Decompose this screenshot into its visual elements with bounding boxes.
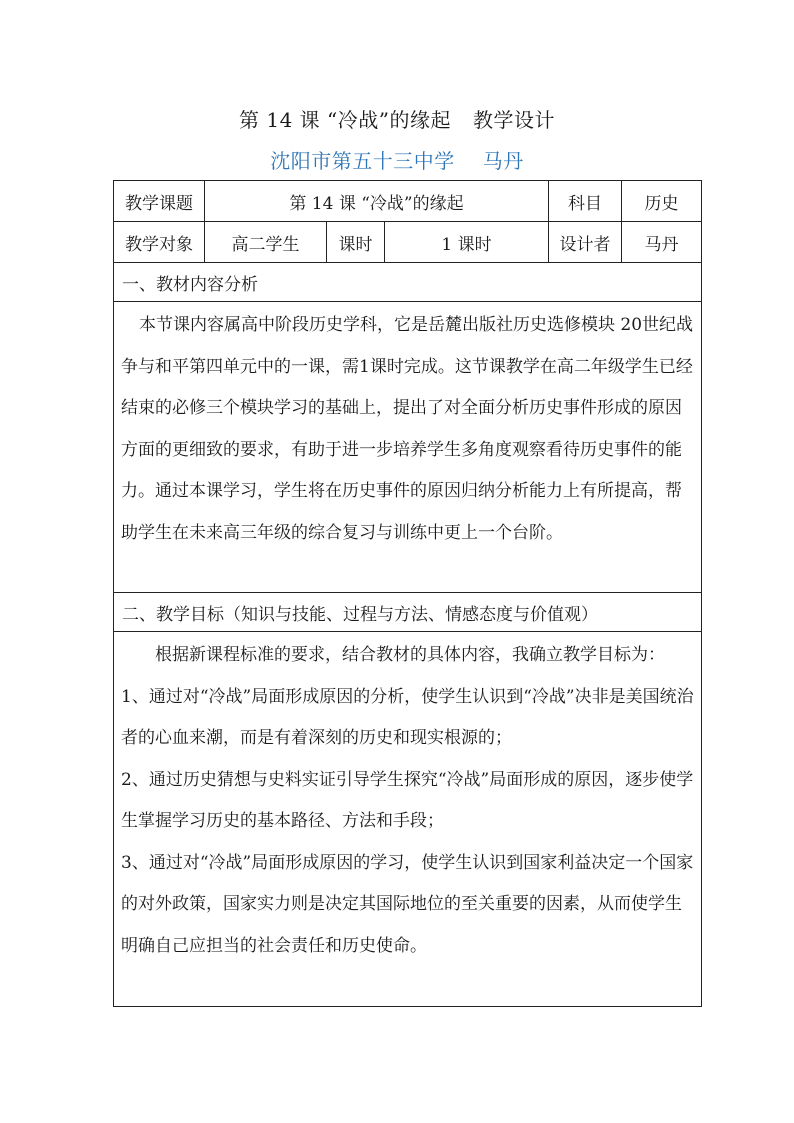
table-row-audience (114, 222, 702, 263)
audience-value: 高二学生 (205, 222, 327, 263)
subtitle-author: 马丹 (482, 149, 524, 173)
section1-heading: 一、教材内容分析 (114, 263, 702, 302)
table-row-section1-heading (114, 263, 702, 302)
hours-label: 课时 (327, 222, 385, 263)
section2-heading: 二、教学目标（知识与技能、过程与方法、情感态度与价值观） (114, 593, 702, 632)
subject-label: 科目 (549, 181, 622, 222)
table-row-section1-body (114, 302, 702, 593)
section1-text: 本节课内容属高中阶段历史学科，它是岳麓出版社历史选修模块 20世纪战争与和平第四单元中的一课，需1课时完成。这节课教学在高二年级学生已经结束的必修三个模块学习的基础上，提出了对全面分析历史事件形成的原因方面的更细致的要求，有助于进一步培养学生多角度观察看待历史事件的能力。通过本课学习，学生将在历史事件的原因归纳分析能力上有所提高，帮助学生在未来高三年级的综合复习与训练中更上一个台阶。 (121, 315, 694, 543)
title-course: 第 14 课 “冷战”的缘起 (239, 108, 451, 132)
section2-body (114, 632, 702, 1007)
lesson-plan-table (113, 180, 702, 1007)
hours-value: 1 课时 (385, 222, 549, 263)
document-title (0, 104, 794, 133)
table-row-topic (114, 181, 702, 222)
audience-label: 教学对象 (114, 222, 205, 263)
section2-intro: 根据新课程标准的要求，结合教材的具体内容，我确立教学目标为： (155, 645, 665, 665)
section1-body (114, 302, 702, 593)
table-row-section2-heading (114, 593, 702, 632)
goal-item-2: 2、通过历史猜想与史料实证引导学生探究“冷战”局面形成的原因，逐步使学生掌握学习历史的基本路径、方法和手段； (121, 769, 694, 831)
designer-value: 马丹 (622, 222, 702, 263)
title-suffix: 教学设计 (472, 108, 555, 132)
designer-label: 设计者 (549, 222, 622, 263)
subtitle-school: 沈阳市第五十三中学 (270, 149, 455, 173)
topic-label: 教学课题 (114, 181, 205, 222)
table-row-section2-body (114, 632, 702, 1007)
document-subtitle (0, 145, 794, 174)
goal-item-3: 3、通过对“冷战”局面形成原因的学习，使学生认识到国家利益决定一个国家的对外政策，国家实力则是决定其国际地位的至关重要的因素，从而使学生明确自己应担当的社会责任和历史使命。 (121, 852, 694, 956)
subject-value: 历史 (622, 181, 702, 222)
goal-item-1: 1、通过对“冷战”局面形成原因的分析，使学生认识到“冷战”决非是美国统治者的心血来潮，而是有着深刻的历史和现实根源的； (121, 686, 694, 748)
topic-value: 第 14 课 “冷战”的缘起 (205, 181, 549, 222)
